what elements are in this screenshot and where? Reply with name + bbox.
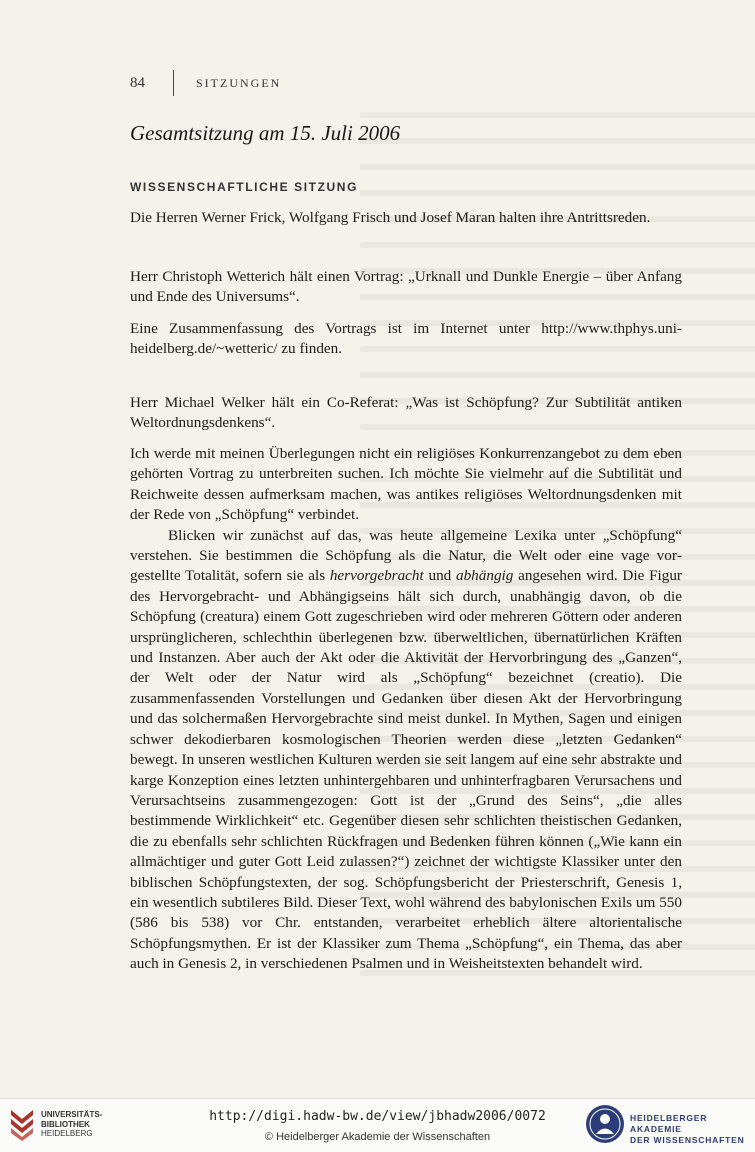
emphasis-hervorgebracht: hervorgebracht [329, 567, 424, 585]
academy-name [630, 1113, 755, 1146]
header-divider [173, 70, 174, 96]
library-line: HEIDELBERG [41, 1129, 93, 1138]
digitization-footer [0, 1098, 755, 1152]
paragraph-antrittsreden [130, 208, 682, 228]
paragraph-text: Herr Christoph Wetterich hält einen Vortrag: „Urknall und Dunkle Energie – über Anfang und Ende des Universums“. [130, 268, 682, 306]
paragraph-schoepfung [130, 526, 682, 975]
session-title: Gesamtsitzung am 15. Juli 2006 [130, 121, 401, 145]
section-title: SITZUNGEN [196, 75, 282, 90]
academy-line: HEIDELBERGER AKADEMIE [630, 1113, 708, 1134]
permalink[interactable]: http://digi.hadw-bw.de/view/jbhadw2006/0072 [209, 1109, 546, 1124]
page-number: 84 [130, 74, 145, 91]
library-line: UNIVERSITÄTS- [41, 1110, 103, 1119]
paragraph-text: Eine Zusammenfassung des Vortrags ist im Internet unter http://www.thphys.uni-heidelberg.de/~wetteric/ zu finden. [130, 320, 682, 358]
paragraph-coreferat [130, 393, 682, 434]
text-run: Blicken wir zunächst auf das, was heute allgemeine Lexika unter „Schöpfung“ verstehen. Sie bestimmen die Schöpfung als die Natur, die Welt oder eine vage vorgestellte Totalität, sofern sie als [130, 526, 682, 585]
paragraph-intro: Ich werde mit meinen Überlegungen nicht ein religiöses Konkurrenzangebot zu dem eben gehörten Vortrag zu unterbreiten suchen. Ich möchte Sie vielmehr auf die Subtilität und Reichweite dessen aufmerksam machen, was antikes religiöses Weltordnungsdenken mit der Rede von „Schöpfung“ verbindet. [130, 445, 682, 524]
paragraph-zusammenfassung [130, 319, 682, 360]
emphasis-abhaengig: abhängig [455, 567, 514, 585]
copyright-notice: © Heidelberger Akademie der Wissenschaften [264, 1131, 491, 1143]
paragraph-vortrag [130, 267, 682, 308]
academy-seal-icon [585, 1104, 625, 1144]
body-text [130, 444, 682, 975]
text-run: und [423, 567, 456, 585]
running-head [130, 72, 281, 94]
paragraph-text: Herr Michael Welker hält ein Co-Referat: „Was ist Schöpfung? Zur Subtilität antiken Weltordnungsdenkens“. [130, 394, 682, 432]
academy-line: DER WISSENSCHAFTEN [630, 1135, 745, 1145]
paragraph-text: Die Herren Werner Frick, Wolfgang Frisch und Josef Maran halten ihre Antrittsreden. [130, 209, 651, 226]
session-subheading: WISSENSCHAFTLICHE SITZUNG [130, 180, 358, 194]
text-run: angesehen wird. Die Figur des Hervorgebracht- und Abhängigseins hält sich durch, unabhängig davon, ob die Schöpfung (creatura) einem Gott zugeschrieben wird oder mehreren Göttern oder anderen ursprünglicheren, schlechthin überlegenen bzw. überweltlichen, übernatürlichen Kräften und Instanzen. Aber auch der Akt oder die Aktivität der Hervorbringung des „Ganzen“, der Welt oder der Natur wird als „Schöpfung“ bezeichnet (creatio). Die zusammenfassenden Vorstellungen und Gedanken über diesen Akt der Hervorbringung und das solchermaßen Hervorgebrachte sind meist dunkel. In Mythen, Sagen und einigen schwer dekodierbaren kosmologischen Theorien werden diese „letzten Gedanken“ bewegt. In unseren westlichen Kulturen werden sie seit langem auf eine sehr abstrakte und karge Konzeption eines letzten unhintergehbaren und unhinterfragbaren Verursachens und Verursachtseins zusammengezogen: Gott ist der „Grund des Seins“, „die alles bestimmende Wirklichkeit“ etc. Gegenüber diesen sehr schlichten theistischen Gedanken, die zu ebenfalls sehr schlichten Rückfragen und Bedenken führen können („Wie kann ein allmächtiger und guter Gott Leid zulassen?“) zeichnet der wichtigste Klassiker unter den biblischen Schöpfungstexten, der sog. Schöpfungsbericht der Priesterschrift, Genesis 1, ein wesentlich subtileres Bild. Dieser Text, wohl während des babylonischen Exils um 550 (586 bis 538) vor Chr. entstanden, verarbeitet erheblich ältere altorientalische Schöpfungsmythen. Er ist der Klassiker zum Thema „Schöpfung“, ein Thema, das aber auch in Genesis 2, in verschiedenen Psalmen und in Weisheitstexten behandelt wird. [130, 567, 682, 973]
library-line: BIBLIOTHEK [41, 1119, 90, 1129]
